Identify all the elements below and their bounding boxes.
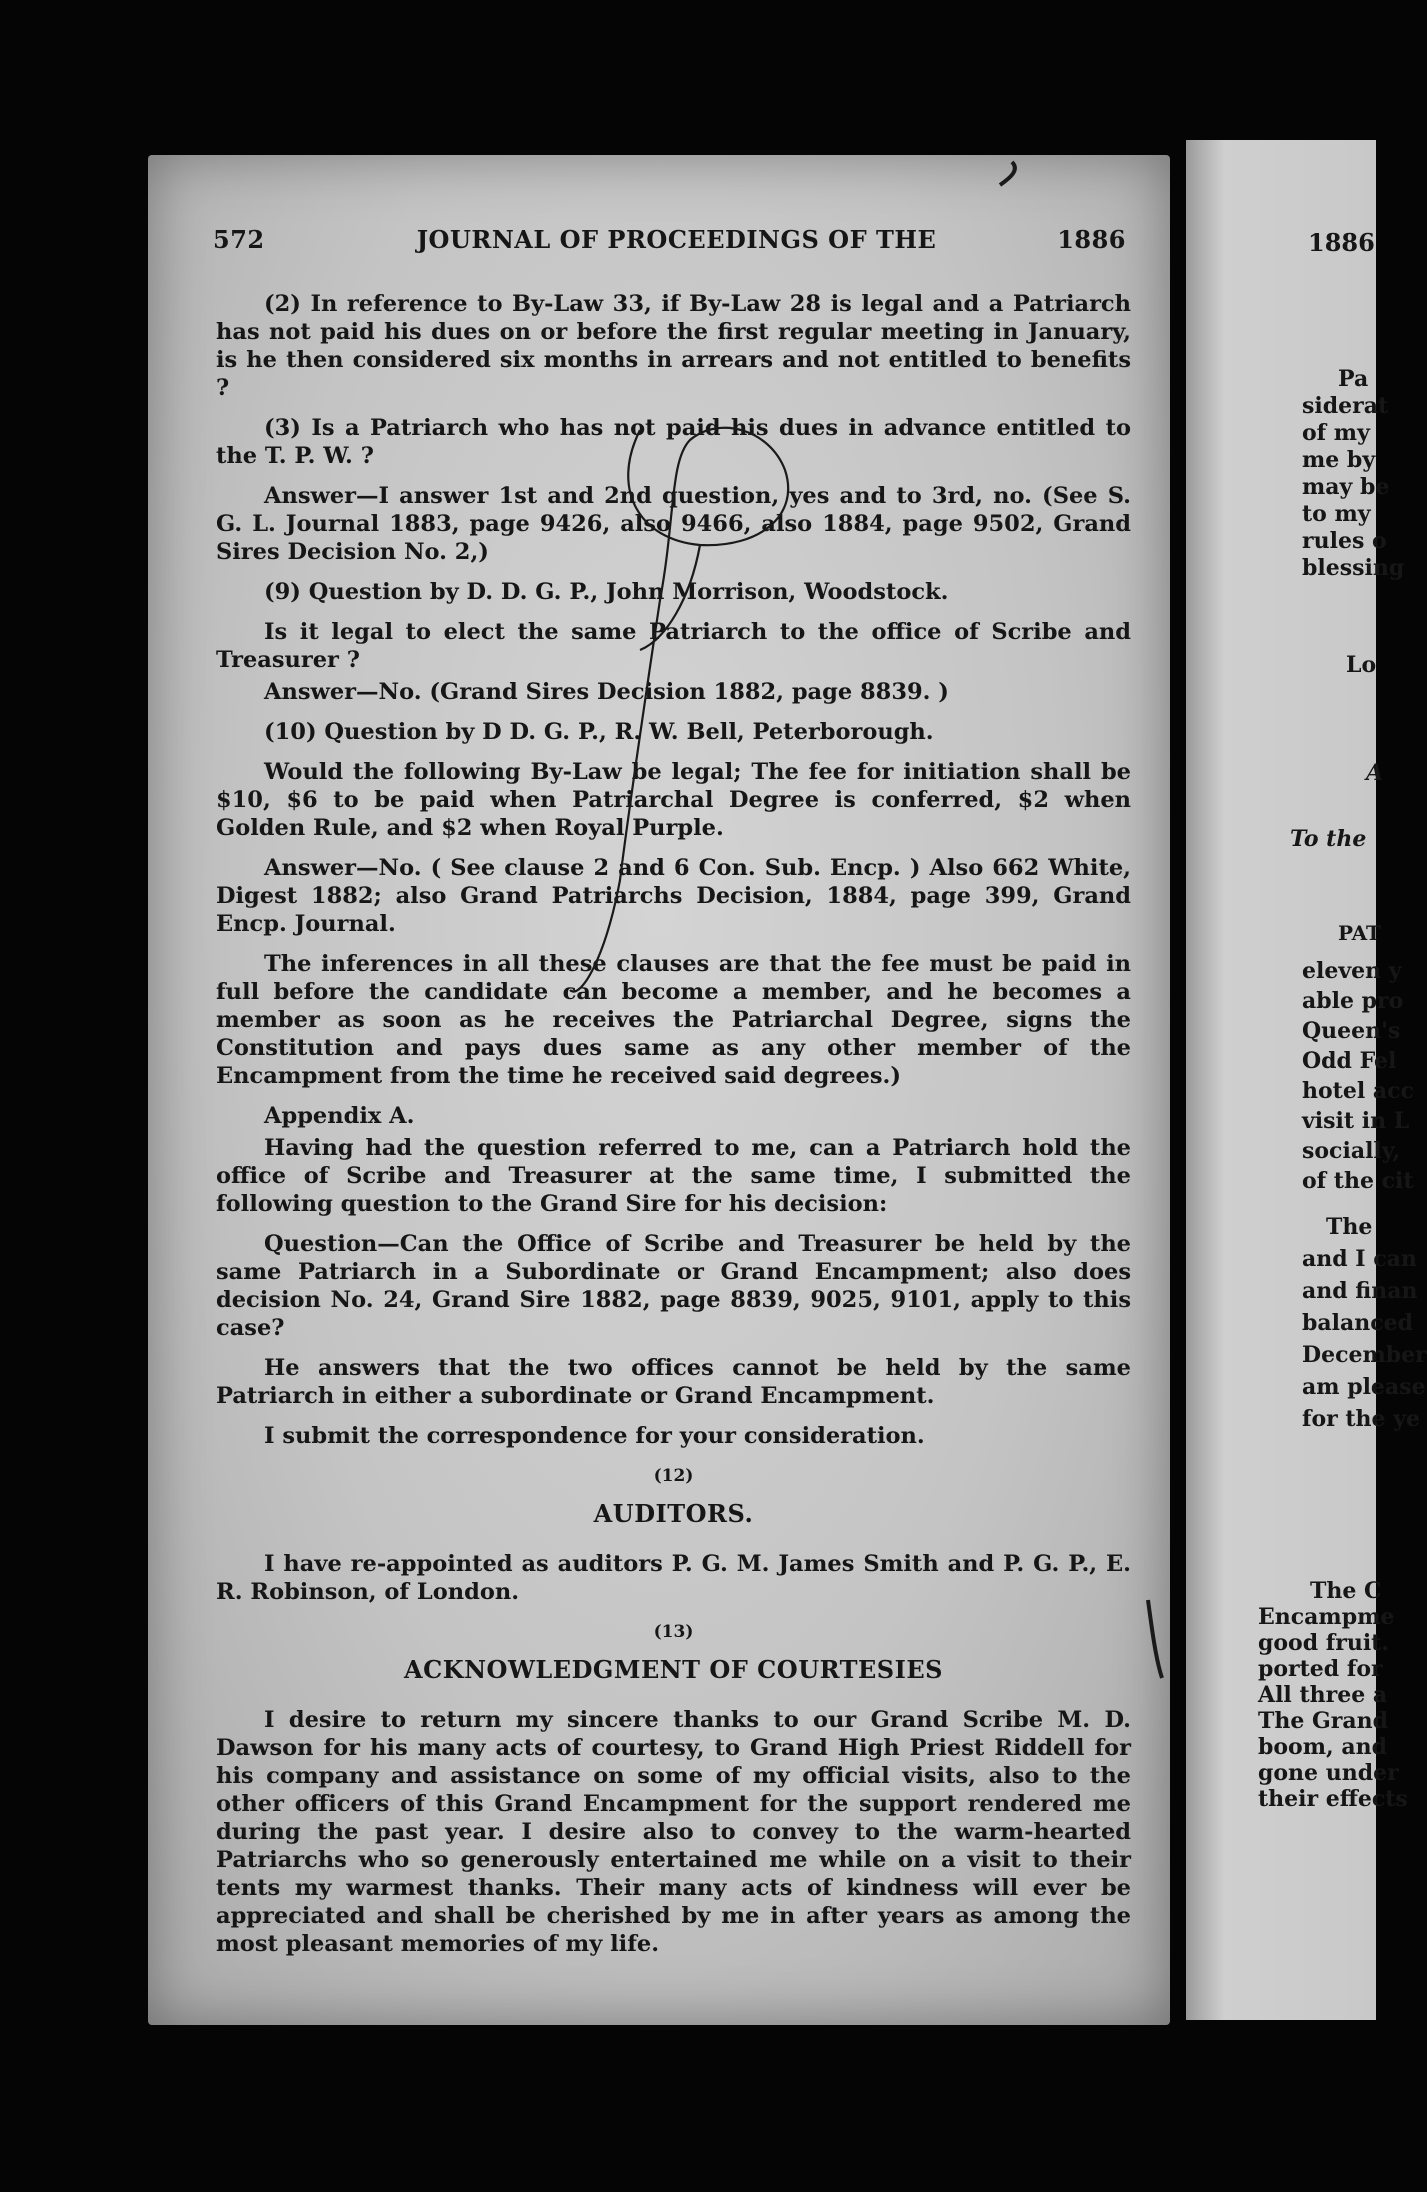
right-line: and I can — [1302, 1246, 1417, 1272]
right-line: good fruit. — [1258, 1630, 1390, 1656]
right-line: siderat — [1302, 393, 1389, 419]
left-page — [148, 155, 1170, 2025]
right-line: eleven y — [1302, 958, 1402, 984]
right-line: Encampme — [1258, 1604, 1395, 1630]
paragraph: The inferences in all these clauses are that the fee must be paid in full before the candidate can become a member, and he becomes a member as soon as he receives the Patriarchal Degree, signs the Constitution and pays dues same as any other member of the Encampment from the time he received said degrees.) — [216, 951, 1131, 1089]
section-heading: AUDITORS. — [593, 1499, 754, 1528]
running-title: JOURNAL OF PROCEEDINGS OF THE — [416, 225, 937, 254]
right-line: Lo — [1346, 652, 1377, 678]
right-line: of my — [1302, 420, 1370, 446]
paragraph: Answer—I answer 1st and 2nd question, yes and to 3rd, no. (See S. G. L. Journal 1883, page 9426, also 9466, also 1884, page 9502, Grand Sires Decision No. 2,) — [216, 483, 1131, 565]
right-line: may be — [1302, 474, 1390, 500]
paragraph: (3) Is a Patriarch who has not paid his dues in advance entitled to the T. P. W. ? — [216, 415, 1131, 469]
section-number: (12) — [653, 1466, 694, 1486]
paragraph: Having had the question referred to me, can a Patriarch hold the office of Scribe and Treasurer at the same time, I submitted the following question to the Grand Sire for his decision: — [216, 1135, 1131, 1217]
right-line: Queen's — [1302, 1018, 1401, 1044]
right-line: To the — [1290, 826, 1367, 852]
header-year: 1886 — [1057, 225, 1126, 254]
paragraph: Answer—No. (Grand Sires Decision 1882, page 8839. ) — [264, 679, 949, 705]
paragraph: Is it legal to elect the same Patriarch to the office of Scribe and Treasurer ? — [216, 619, 1131, 673]
paragraph: Appendix A. — [264, 1103, 415, 1129]
right-line: The Grand — [1258, 1708, 1389, 1734]
paragraph: (10) Question by D D. G. P., R. W. Bell, Peterborough. — [264, 719, 934, 745]
right-line: PAT — [1338, 921, 1381, 945]
paragraph: Question—Can the Office of Scribe and Treasurer be held by the same Patriarch in a Subordinate or Grand Encampment; also does decision No. 24, Grand Sire 1882, page 8839, 9025, 9101, apply to this case? — [216, 1231, 1131, 1341]
paragraph: I desire to return my sincere thanks to our Grand Scribe M. D. Dawson for his many acts of courtesy, to Grand High Priest Riddell for his company and assistance on some of my official visits, also to the other officers of this Grand Encampment for the support rendered me during the past year. I desire also to convey to the warm-hearted Patriarchs who so generously entertained me while on a visit to their tents my warmest thanks. Their many acts of kindness will ever be appreciated and shall be cherished by me in after years as among the most pleasant memories of my life. — [216, 1707, 1131, 1957]
right-line: blessing — [1302, 555, 1405, 581]
paragraph: I have re-appointed as auditors P. G. M. James Smith and P. G. P., E. R. Robinson, of London. — [216, 1551, 1131, 1605]
right-line: rules o — [1302, 528, 1387, 554]
section-heading: ACKNOWLEDGMENT OF COURTESIES — [404, 1655, 943, 1684]
right-line: me by — [1302, 447, 1376, 473]
section-number: (13) — [653, 1622, 694, 1642]
right-line: December — [1302, 1342, 1427, 1368]
right-line: hotel acc — [1302, 1078, 1414, 1104]
right-line: balanced — [1302, 1310, 1414, 1336]
right-line: and finan — [1302, 1278, 1418, 1304]
paragraph: Would the following By-Law be legal; The fee for initiation shall be $10, $6 to be paid when Patriarchal Degree is conferred, $2 when Golden Rule, and $2 when Royal Purple. — [216, 759, 1131, 841]
paragraph: (9) Question by D. D. G. P., John Morrison, Woodstock. — [264, 579, 949, 605]
page-body — [216, 290, 1131, 1970]
page-number: 572 — [213, 225, 265, 254]
right-line: of the cit — [1302, 1168, 1414, 1194]
right-line: visit in L — [1302, 1108, 1410, 1134]
right-header-year: 1886 — [1308, 228, 1375, 257]
right-line: All three a — [1258, 1682, 1388, 1708]
right-line: Odd Fel — [1302, 1048, 1397, 1074]
running-header — [213, 225, 1140, 259]
right-line: boom, and — [1258, 1734, 1387, 1760]
right-line: for the ye — [1302, 1406, 1420, 1432]
right-line: A — [1366, 760, 1384, 786]
paragraph: Answer—No. ( See clause 2 and 6 Con. Sub. Encp. ) Also 662 White, Digest 1882; also Grand Patriarchs Decision, 1884, page 399, Grand Encp. Journal. — [216, 855, 1131, 937]
right-page — [1186, 140, 1427, 2020]
right-line: to my — [1302, 501, 1371, 527]
paragraph: (2) In reference to By-Law 33, if By-Law 28 is legal and a Patriarch has not paid his dues on or before the first regular meeting in January, is he then considered six months in arrears and not entitled to benefits ? — [216, 291, 1131, 401]
paragraph: He answers that the two offices cannot be held by the same Patriarch in either a subordinate or Grand Encampment. — [216, 1355, 1131, 1409]
right-line: ported for — [1258, 1656, 1383, 1682]
right-line: socially, — [1302, 1138, 1401, 1164]
right-line: their effects — [1258, 1786, 1408, 1812]
right-line: The — [1326, 1214, 1373, 1240]
right-line: Pa — [1338, 366, 1369, 392]
right-line: The C — [1310, 1578, 1382, 1604]
right-line: am please — [1302, 1374, 1426, 1400]
right-line: able pro — [1302, 988, 1404, 1014]
right-line: gone under — [1258, 1760, 1399, 1786]
paragraph: I submit the correspondence for your consideration. — [264, 1423, 925, 1449]
